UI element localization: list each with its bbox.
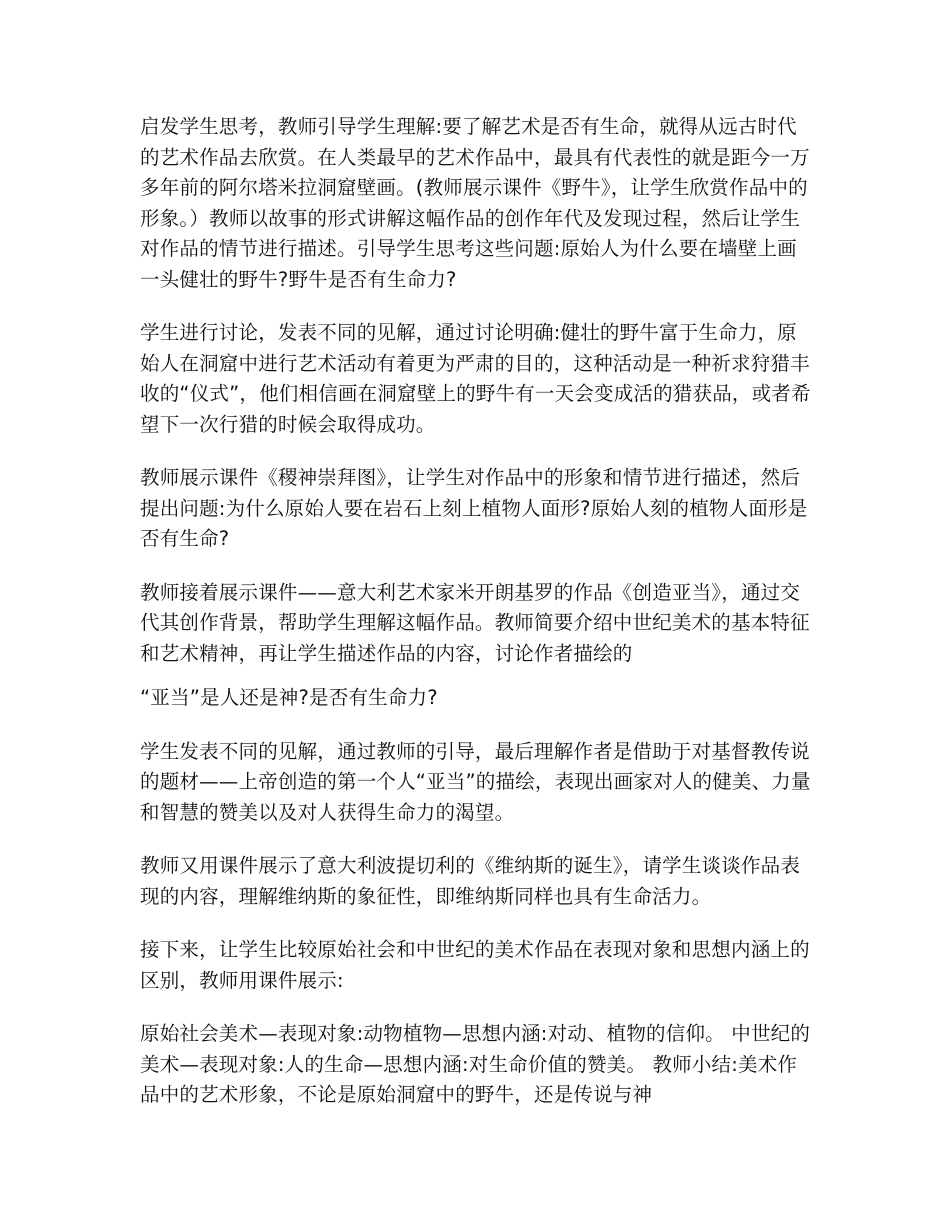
paragraph-8: 接下来，让学生比较原始社会和中世纪的美术作品在表现对象和思想内涵上的区别，教师用课件展示: <box>140 938 810 992</box>
paragraph-9: 原始社会美术—表现对象:动物植物—思想内涵:对动、植物的信仰。 中世纪的美术—表现对象:人的生命—思想内涵:对生命价值的赞美。 教师小结:美术作品中的艺术形象，不论是原始洞窟中的野牛，还是传说与神 <box>140 1022 811 1106</box>
paragraph-6: 学生发表不同的见解，通过教师的引导，最后理解作者是借助于对基督教传说的题材——上帝创造的第一个人“亚当”的描绘，表现出画家对人的健美、力量和智慧的赞美以及对人获得生命力的渴望。 <box>140 739 811 824</box>
paragraph-1: 启发学生思考，教师引导学生理解:要了解艺术是否有生命，就得从远古时代的艺术作品去欣赏。在人类最早的艺术作品中，最具有代表性的就是距今一万多年前的阿尔塔米拉洞窟壁画。(教师展示课件《野牛》，让学生欣赏作品中的形象。）教师以故事的形式讲解这幅作品的创作年代及发现过程，然后让学生对作品的情节进行描述。引导学生思考这些问题:原始人为什么要在墙壁上画一头健壮的野牛?野牛是否有生命力? <box>140 115 810 291</box>
paragraph-3: 教师展示课件《稷神崇拜图》，让学生对作品中的形象和情节进行描述，然后提出问题:为什么原始人要在岩石上刻上植物人面形?原始人刻的植物人面形是否有生命? <box>140 466 808 550</box>
paragraph-7: 教师又用课件展示了意大利波提切利的《维纳斯的诞生》，请学生谈谈作品表现的内容，理解维纳斯的象征性，即维纳斯同样也具有生命活力。 <box>140 854 801 908</box>
paragraph-2: 学生进行讨论，发表不同的见解，通过讨论明确:健壮的野牛富于生命力，原始人在洞窟中进行艺术活动有着更为严肃的目的，这种活动是一种祈求狩猎丰收的“仪式”，他们相信画在洞窟壁上的野牛有一天会变成活的猎获品，或者希望下一次行猎的时候会取得成功。 <box>140 321 811 436</box>
paragraph-5: “亚当”是人还是神?是否有生命力? <box>140 686 438 709</box>
document-body <box>140 112 812 1134</box>
paragraph-4: 教师接着展示课件——意大利艺术家米开朗基罗的作品《创造亚当》，通过交代其创作背景，帮助学生理解这幅作品。教师简要介绍中世纪美术的基本特征和艺术精神，再让学生描述作品的内容，讨论作者描绘的 <box>140 580 810 665</box>
